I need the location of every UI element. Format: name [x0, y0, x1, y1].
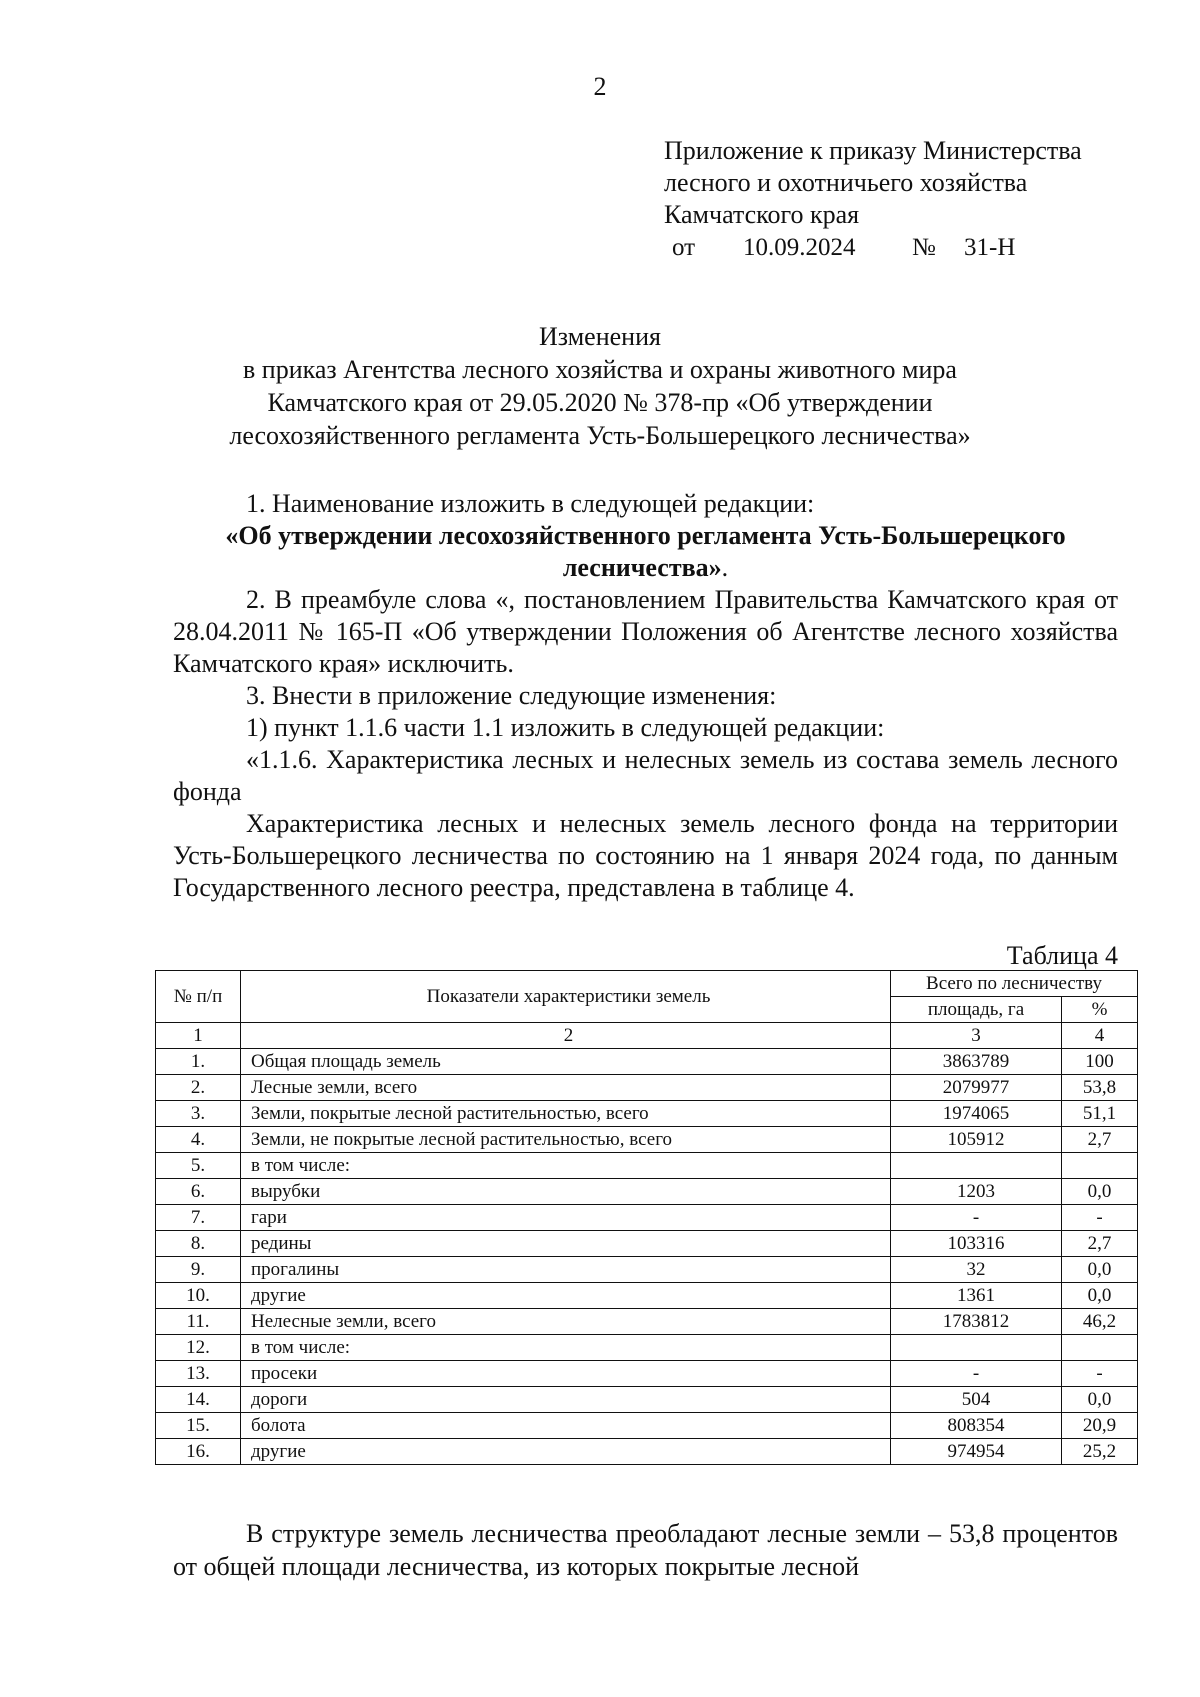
table-row — [156, 1205, 1138, 1231]
closing-text — [173, 1517, 1118, 1583]
row-percent: 0,0 — [1062, 1257, 1138, 1283]
row-number: 16. — [156, 1439, 241, 1465]
row-number: 8. — [156, 1231, 241, 1257]
row-percent: 51,1 — [1062, 1101, 1138, 1127]
row-indicator: дороги — [241, 1387, 891, 1413]
order-date: 10.09.2024 — [743, 234, 856, 261]
table-row — [156, 1049, 1138, 1075]
row-percent: 0,0 — [1062, 1179, 1138, 1205]
row-number: 9. — [156, 1257, 241, 1283]
table-row — [156, 1387, 1138, 1413]
row-percent: - — [1062, 1205, 1138, 1231]
row-indicator: болота — [241, 1413, 891, 1439]
lands-table — [155, 970, 1138, 1465]
row-area: 2079977 — [891, 1075, 1062, 1101]
row-area — [891, 1335, 1062, 1361]
new-name-bold: «Об утверждении лесохозяйственного регламента Усть-Большерецкого лесничества» — [225, 521, 1066, 582]
row-area: 103316 — [891, 1231, 1062, 1257]
paragraph-3: 3. Внести в приложение следующие изменения: — [246, 681, 777, 710]
closing-paragraph: В структуре земель лесничества преобладают лесные земли – 53,8 процентов от общей площади лесничества, из которых покрытые лесной — [173, 1519, 1118, 1581]
appendix-line: Приложение к приказу Министерства — [664, 136, 1082, 165]
row-indicator: Земли, не покрытые лесной растительностью, всего — [241, 1127, 891, 1153]
row-area: 32 — [891, 1257, 1062, 1283]
column-number: 3 — [891, 1023, 1062, 1049]
paragraph-4: 1) пункт 1.1.6 части 1.1 изложить в следующей редакции: — [246, 713, 885, 742]
order-number-sign: № — [912, 234, 936, 261]
row-area: - — [891, 1361, 1062, 1387]
row-percent: 25,2 — [1062, 1439, 1138, 1465]
table-row — [156, 1283, 1138, 1309]
row-number: 3. — [156, 1101, 241, 1127]
row-percent: 53,8 — [1062, 1075, 1138, 1101]
column-number: 2 — [241, 1023, 891, 1049]
row-area: 1974065 — [891, 1101, 1062, 1127]
row-indicator: Общая площадь земель — [241, 1049, 891, 1075]
table-row — [156, 1257, 1138, 1283]
row-indicator: Лесные земли, всего — [241, 1075, 891, 1101]
title-line: в приказ Агентства лесного хозяйства и охраны животного мира — [243, 355, 957, 384]
table-row — [156, 1335, 1138, 1361]
title-line: Камчатского края от 29.05.2020 № 378-пр «Об утверждении — [267, 388, 933, 417]
row-percent: 100 — [1062, 1049, 1138, 1075]
row-indicator: другие — [241, 1439, 891, 1465]
table-body — [156, 1049, 1138, 1465]
appendix-header — [664, 135, 1082, 231]
row-indicator: редины — [241, 1231, 891, 1257]
row-area: 808354 — [891, 1413, 1062, 1439]
document-body — [173, 488, 1118, 904]
table-row — [156, 1309, 1138, 1335]
row-percent: 2,7 — [1062, 1231, 1138, 1257]
row-area: 3863789 — [891, 1049, 1062, 1075]
row-number: 11. — [156, 1309, 241, 1335]
document-title — [0, 320, 1200, 452]
paragraph-1: 1. Наименование изложить в следующей редакции: — [246, 489, 815, 518]
table-row — [156, 1075, 1138, 1101]
row-number: 5. — [156, 1153, 241, 1179]
row-number: 7. — [156, 1205, 241, 1231]
table-row — [156, 1153, 1138, 1179]
column-number: 4 — [1062, 1023, 1138, 1049]
row-indicator: в том числе: — [241, 1335, 891, 1361]
row-area: 1203 — [891, 1179, 1062, 1205]
row-number: 15. — [156, 1413, 241, 1439]
row-area: 1783812 — [891, 1309, 1062, 1335]
row-area: 974954 — [891, 1439, 1062, 1465]
order-number: 31-Н — [964, 234, 1016, 261]
row-percent: 0,0 — [1062, 1387, 1138, 1413]
row-percent — [1062, 1153, 1138, 1179]
column-number: 1 — [156, 1023, 241, 1049]
row-percent: - — [1062, 1361, 1138, 1387]
table-row — [156, 1101, 1138, 1127]
row-percent — [1062, 1335, 1138, 1361]
header-name: Показатели характеристики земель — [241, 971, 891, 1023]
table-caption: Таблица 4 — [1006, 941, 1118, 970]
title-line: лесохозяйственного регламента Усть-Большерецкого лесничества» — [229, 421, 971, 450]
row-area: 1361 — [891, 1283, 1062, 1309]
header-pct: % — [1062, 997, 1138, 1023]
appendix-line: лесного и охотничьего хозяйства — [664, 168, 1028, 197]
row-indicator: Нелесные земли, всего — [241, 1309, 891, 1335]
row-indicator: вырубки — [241, 1179, 891, 1205]
table-row — [156, 1231, 1138, 1257]
row-number: 10. — [156, 1283, 241, 1309]
row-number: 6. — [156, 1179, 241, 1205]
row-indicator: гари — [241, 1205, 891, 1231]
row-number: 13. — [156, 1361, 241, 1387]
table-row — [156, 1127, 1138, 1153]
row-area — [891, 1153, 1062, 1179]
row-percent: 20,9 — [1062, 1413, 1138, 1439]
row-percent: 0,0 — [1062, 1283, 1138, 1309]
paragraph-6: Характеристика лесных и нелесных земель лесного фонда на территории Усть-Большерецкого лесничества по состоянию на 1 января 2024 года, по данным Государственного лесного реестра, представлена в таблице 4. — [173, 809, 1118, 902]
row-area: 105912 — [891, 1127, 1062, 1153]
appendix-line: Камчатского края — [664, 200, 860, 229]
row-number: 4. — [156, 1127, 241, 1153]
row-area: 504 — [891, 1387, 1062, 1413]
header-area: площадь, га — [891, 997, 1062, 1023]
table-row — [156, 1179, 1138, 1205]
row-percent: 2,7 — [1062, 1127, 1138, 1153]
row-indicator: Земли, покрытые лесной растительностью, всего — [241, 1101, 891, 1127]
page-number: 2 — [593, 72, 607, 101]
row-indicator: в том числе: — [241, 1153, 891, 1179]
row-indicator: другие — [241, 1283, 891, 1309]
row-area: - — [891, 1205, 1062, 1231]
new-name-tail: . — [721, 553, 729, 582]
table-row — [156, 1413, 1138, 1439]
row-number: 1. — [156, 1049, 241, 1075]
row-number: 14. — [156, 1387, 241, 1413]
table-row — [156, 1439, 1138, 1465]
order-from-label: от — [672, 234, 696, 261]
paragraph-5: «1.1.6. Характеристика лесных и нелесных земель из состава земель лесного фонда — [173, 745, 1118, 806]
header-num: № п/п — [156, 971, 241, 1023]
row-indicator: прогалины — [241, 1257, 891, 1283]
row-number: 2. — [156, 1075, 241, 1101]
row-indicator: просеки — [241, 1361, 891, 1387]
row-number: 12. — [156, 1335, 241, 1361]
paragraph-2: 2. В преамбуле слова «, постановлением Правительства Камчатского края от 28.04.2011 № 165-П «Об утверждении Положения об Агентстве лесного хозяйства Камчатского края» исключить. — [173, 585, 1118, 678]
table-row — [156, 1361, 1138, 1387]
new-name-paragraph — [173, 520, 1118, 584]
header-group: Всего по лесничеству — [891, 971, 1138, 997]
title-heading: Изменения — [539, 322, 661, 351]
row-percent: 46,2 — [1062, 1309, 1138, 1335]
